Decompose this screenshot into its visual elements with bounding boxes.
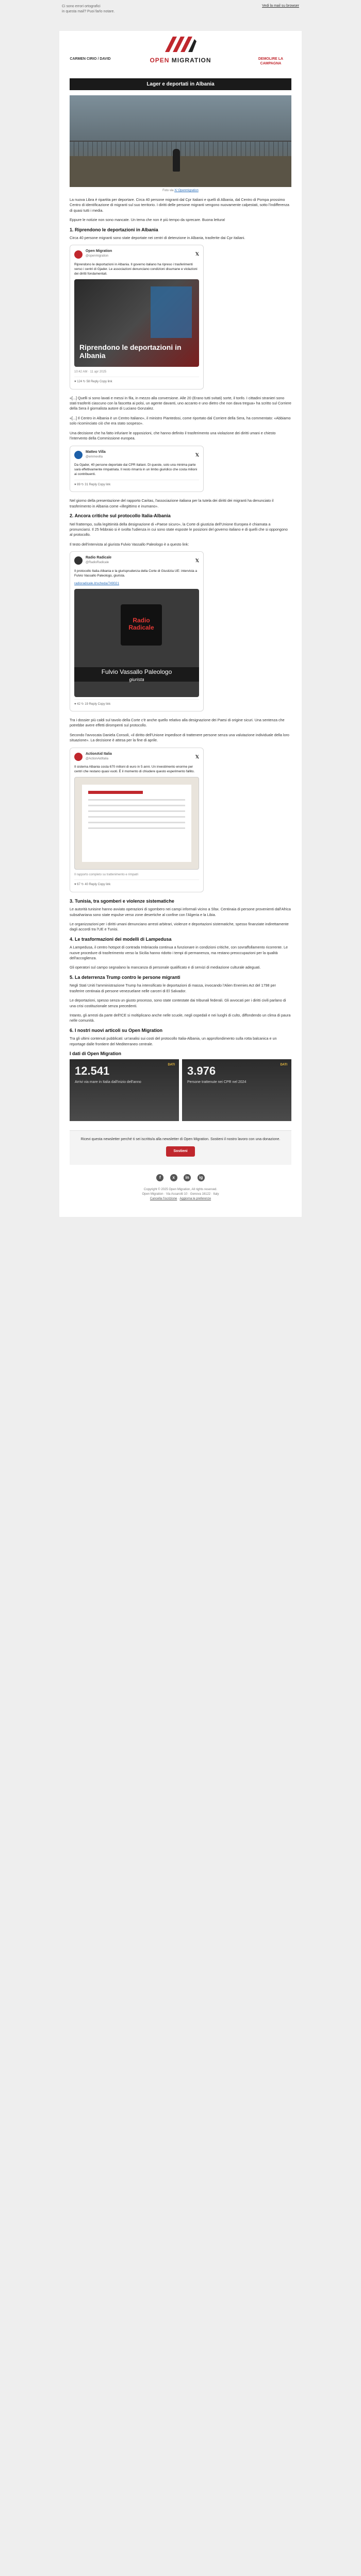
section-1c-paragraph-1: Nel giorno della presentazione del rapporto Caritas, l'associazione italiana per la tutela dei diritti dei migranti ha denunciato il trasferimento in Albania come «illegittimo e inumano». (70, 498, 274, 509)
x-logo-icon: 𝕏 (195, 754, 199, 759)
section-2-paragraph-1: Nel frattempo, sulla legittimità della designazione di «Paese sicuro», la Corte di giustizia dell'Unione Europea è chiamata a pronunciarsi. Il 25 febbraio si è svolta l'udienza in cui sono state esposte le posizioni del governo italiano e di quelli che si oppongono al protocollo. (70, 521, 288, 537)
hero-image (70, 95, 291, 187)
radio-logo-top: Radio (133, 616, 150, 624)
tweet-media-document[interactable] (74, 777, 199, 870)
hero-caption-prefix: Foto via (162, 189, 175, 192)
document-line (88, 816, 185, 818)
brand-name-red: OPEN (150, 57, 170, 64)
x-icon[interactable]: x (170, 1174, 177, 1181)
tweet-author (86, 450, 106, 460)
document-line (88, 822, 185, 823)
section-5-paragraph-1: Negli Stati Uniti l'amministrazione Trump ha intensificato le deportazioni di massa, invocando l'Alien Enemies Act del 1798 per trasferire centinaia di persone venezuelane nelle carceri di El Salvador. (70, 983, 276, 993)
header-left-text: CARMEN CIRIO / DAVID (70, 57, 111, 61)
instagram-icon[interactable]: ig (198, 1174, 205, 1181)
tweet-author-handle: @openmigration (86, 255, 109, 258)
tweet-author-name: Radio Radicale (86, 556, 112, 560)
tweet-text: Riprendono le deportazioni in Albania. Il governo italiano ha ripreso i trasferimenti verso i centri di Gjader. Le associazioni denunciano condizioni disumane e violazioni dei diritti fondamentali. (74, 262, 198, 276)
embedded-tweet-2[interactable] (70, 446, 204, 493)
section-2-paragraph-2: Il testo dell'intervista al giurista Fulvio Vassallo Paleologo è a questo link: (70, 541, 189, 547)
stat-card[interactable] (70, 1059, 179, 1121)
tweet-link-anchor[interactable]: radioradicale.it/scheda/749021 (74, 581, 120, 585)
tweet-header (74, 752, 199, 761)
stat-number: 3.976 (187, 1064, 216, 1078)
social-links (59, 1172, 302, 1181)
intro-paragraph-2: Eppure le notizie non sono mancate. Un tema che non è più tempo da sprecare. Buona lettura! (70, 217, 225, 223)
document-line (88, 799, 185, 801)
newsletter-header (59, 31, 302, 78)
section-1b-paragraph-3: Una decisione che ha fatto infuriare le opposizioni, che hanno definito il trasferimento una violazione dei diritti umani e chiesto l'intervento della Commissione europea. (70, 430, 276, 441)
brand-name (147, 57, 214, 64)
tweet-header (74, 556, 199, 565)
section-3-paragraph-1: Le autorità tunisine hanno avviato operazioni di sgombero nei campi informali vicino a Sfax. Centinaia di persone provenienti dall'Africa subsahariana sono state espulse verso zone desertiche al confine con l'Algeria e la Libia. (70, 907, 291, 917)
tweet-text: Da Gjader, 40 persone deportate dai CPR italiani. Di queste, solo una minima parte sarà effettivamente rimpatriata. Il resto rimarrà in un limbo giuridico che costa milioni ai contribuenti. (74, 463, 198, 476)
section-3-paragraph-2: Le organizzazioni per i diritti umani denunciano arresti arbitrari, violenze e deportazioni sistematiche, spesso finanziate indirettamente dagli accordi tra l'UE e Tunisi. (70, 922, 289, 932)
linkedin-icon[interactable]: in (184, 1174, 191, 1181)
section-2b-paragraph-1: Tra i dossier più caldi sul tavolo della Corte c'è anche quello relativo alla designazione dei Paesi di origine sicuri. Una sentenza che potrebbe avere effetti dirompenti sul protocollo. (70, 717, 285, 728)
tweet-author-name: Open Migration (86, 249, 112, 253)
tweet-date: 10:42 AM · 11 apr 2025 (74, 370, 107, 374)
intro-paragraph-1: La nuova Libra è ripartita per deportare. Circa 40 persone migranti dal Cpr Italiani e quelli di Albania, dal Centro di Pompa prossimo Centro di identificazione di migranti sul suo territorio. I diritti delle persone migranti vengono nuovamente calpestati, sotto l'indifferenza di quasi tutti i media. (70, 197, 289, 213)
section-1-paragraph-1: Circa 40 persone migranti sono state deportate nei centri di detenzione in Albania, trasferite dai Cpr italiani. (70, 235, 245, 241)
bottom-spacer (0, 1217, 361, 1238)
legal-footer (59, 1184, 302, 1217)
section-3-title: 3. Tunisia, tra sgomberi e violenze sistematiche (70, 898, 174, 904)
tweet-actions[interactable]: ♥ 42 ↻ 19 Reply Copy link (74, 699, 199, 707)
stat-tag: DATI (168, 1063, 175, 1067)
section-5-paragraph-3: Intanto, gli arresti da parte dell'ICE si moltiplicano anche nelle scuole, negli ospedali e nei luoghi di culto, diffondendo un clima di paura nelle comunità. (70, 1012, 291, 1023)
document-line (88, 805, 185, 806)
tweet-author-name: ActionAid Italia (86, 752, 112, 756)
tweet-doc-caption: Il rapporto completo su trattenimento e rimpatri (74, 873, 139, 876)
radio-radicale-logo (121, 604, 162, 646)
copyright-text: Copyright © 2025 Open Migration, All rights reserved. (143, 1188, 218, 1192)
radio-logo-bottom: Radicale (128, 623, 154, 631)
tweet-actions[interactable]: ♥ 124 ↻ 58 Reply Copy link (74, 377, 199, 384)
tweet-media-caption (74, 667, 199, 682)
tweet-media-title: Riprendono le deportazioni in Albania (79, 343, 182, 360)
issue-title-banner: Lager e deportati in Albania (70, 78, 291, 90)
section-4-title: 4. Le trasformazioni dei modelli di Lampedusa (70, 936, 172, 942)
tweet-author-name: Matteo Villa (86, 450, 106, 454)
section-6-title: 6. I nostri nuovi articoli su Open Migration (70, 1027, 163, 1033)
document-line (88, 810, 185, 812)
section-1-title: 1. Riprendono le deportazioni in Albania (70, 227, 158, 232)
tweet-author-handle: @emmevilla (86, 455, 103, 459)
stat-label: Arrivi via mare in Italia dall'inizio dell'anno (75, 1080, 141, 1084)
brand-name-dark: MIGRATION (169, 57, 211, 64)
section-4-paragraph-2: Gli operatori sul campo segnalano la mancanza di personale qualificato e di servizi di mediazione culturale adeguati. (70, 965, 261, 970)
tweet-header (74, 450, 199, 460)
tweet-text: Il protocollo Italia-Albania e la giurisprudenza della Corte di Giustizia UE: intervista a Fulvio Vassallo Paleologo, giurista. (74, 569, 197, 578)
stats-title: I dati di Open Migration (70, 1050, 121, 1056)
section-2-title: 2. Ancora critiche sul protocollo Italia-Albania (70, 513, 171, 519)
mailing-address: Open Migration · Via Assarotti 10 · Genova 16122 · Italy (142, 1193, 219, 1196)
hero-caption-link[interactable]: X/ Openmigration (174, 189, 199, 192)
document-title-line (88, 791, 143, 794)
tweet-media-role: giurista (129, 676, 144, 682)
tweet-media-name: Fulvio Vassallo Paleologo (101, 668, 172, 675)
section-2b-paragraph-2: Secondo l'avvocata Daniela Consoli, «il diritto dell'Unione impedisce di trattenere persone senza una valutazione individuale della loro situazione». La decisione è attesa per la fine di aprile. (70, 732, 289, 743)
section-5-paragraph-2: Le deportazioni, spesso senza un giusto processo, sono state contestate dai tribunali federali. Gli avvocati per i diritti civili parlano di una crisi costituzionale senza precedenti. (70, 998, 286, 1008)
embedded-tweet-3[interactable] (70, 551, 204, 711)
document-line (88, 827, 185, 829)
tweet-media[interactable] (74, 279, 199, 367)
logo-mark-icon (162, 34, 199, 55)
newsletter-page (59, 31, 302, 1217)
tweet-actions[interactable]: ♥ 67 ↻ 40 Reply Copy link (74, 879, 199, 887)
tweet-author (86, 249, 112, 259)
preheader-line-1: Ci sono errori ortografici (62, 5, 101, 8)
hero-fence (70, 141, 291, 156)
preheader-text (62, 4, 114, 31)
tweet-author (86, 752, 112, 761)
section-1b-paragraph-2: «[...] Il Centro in Albania è un Centro Italiano», il ministro Piantedosi, come riportato dal Corriere della Sera, ha commentato: «Abbiamo solo ricominciato ciò che era stato sospeso». (70, 415, 291, 426)
stat-tag: DATI (280, 1063, 287, 1067)
stats-grid (70, 1059, 291, 1121)
tweet-author-handle: @RadioRadicale (86, 561, 109, 565)
avatar (74, 250, 83, 259)
preheader (0, 0, 361, 31)
embedded-tweet-4[interactable] (70, 748, 204, 892)
document-page (82, 785, 191, 862)
hero-person (173, 149, 180, 172)
support-footer (70, 1130, 291, 1165)
avatar (74, 753, 83, 761)
support-text: Ricevi questa newsletter perché ti sei iscritto/a alla newsletter di Open Migration. Sostieni il nostro lavoro con una donazione. (80, 1138, 281, 1142)
avatar (74, 556, 83, 565)
stat-number: 12.541 (75, 1064, 110, 1078)
header-right-text: DEMOLIRE LA CAMPAGNA (258, 57, 284, 65)
tweet-header (74, 249, 199, 259)
section-5-title: 5. La deterrenza Trump contro le persone migranti (70, 974, 180, 980)
section-4-paragraph-1: A Lampedusa, il centro hotspot di contrada Imbriacola continua a funzionare in condizioni critiche, con sovraffollamento ricorrente. Le nuove procedure di trasferimento verso la Sicilia hanno ridotto i tempi di permanenza, ma restano preoccupazioni per la qualità dell'accoglienza. (70, 945, 288, 961)
unsubscribe-link[interactable]: Cancella l'iscrizione (150, 1197, 177, 1201)
donate-button[interactable]: Sostieni (166, 1146, 194, 1157)
brand-logo[interactable] (147, 34, 214, 64)
preheader-line-2: in questa mail? Puoi farlo notare. (62, 10, 115, 13)
tweet-author (86, 556, 111, 565)
tweet-link[interactable] (74, 581, 199, 586)
legal-links: Cancella l'iscrizione · Aggiorna le preferenze (150, 1197, 211, 1201)
facebook-icon[interactable]: f (156, 1174, 163, 1181)
stat-label: Persone trattenute nei CPR nel 2024 (187, 1080, 247, 1084)
x-logo-icon: 𝕏 (195, 251, 199, 257)
tweet-media[interactable] (74, 589, 199, 697)
tweet-media-graphic (151, 286, 192, 338)
tweet-author-handle: @ActionAidItalia (86, 757, 109, 760)
embedded-tweet-1[interactable] (70, 245, 204, 389)
preferences-link[interactable]: Aggiorna le preferenze (179, 1197, 211, 1201)
avatar (74, 451, 83, 459)
newsletter-content (59, 197, 302, 1056)
section-6-paragraph-1: Tra gli ultimi contenuti pubblicati: un'analisi sui costi del protocollo Italia-Albania, un approfondimento sulla rotta balcanica e un reportage dalle frontiere del Mediterraneo centrale. (70, 1036, 277, 1046)
view-in-browser-link[interactable]: Vedi la mail su browser (262, 4, 299, 8)
stat-card[interactable] (182, 1059, 291, 1121)
tweet-actions[interactable]: ♥ 89 ↻ 31 Reply Copy link (74, 480, 199, 487)
tweet-text: Il sistema Albania costa 670 milioni di euro in 5 anni. Un investimento enorme per centri che restano quasi vuoti. È il momento di chiudere questo esperimento fallito. (74, 765, 195, 773)
x-logo-icon: 𝕏 (195, 452, 199, 457)
section-1b-paragraph-1: «[...] Quelli si sono lavati e messi in fila, in mezzo alla conversione. Alle 20 (Erano tutti svitati) sorte, il tonfo. I cittadini stranieri sono stati trasferiti ciascuno con la fascetta ai polsi, un agente davanti, uno accanto e uno dietro che non dava tregua» ha scritto sul Corriere della Sera il giornalista autore di Luciano Gonzalez. (70, 395, 291, 411)
x-logo-icon: 𝕏 (195, 558, 199, 564)
hero-caption (70, 189, 291, 192)
hero-ground (70, 156, 291, 187)
